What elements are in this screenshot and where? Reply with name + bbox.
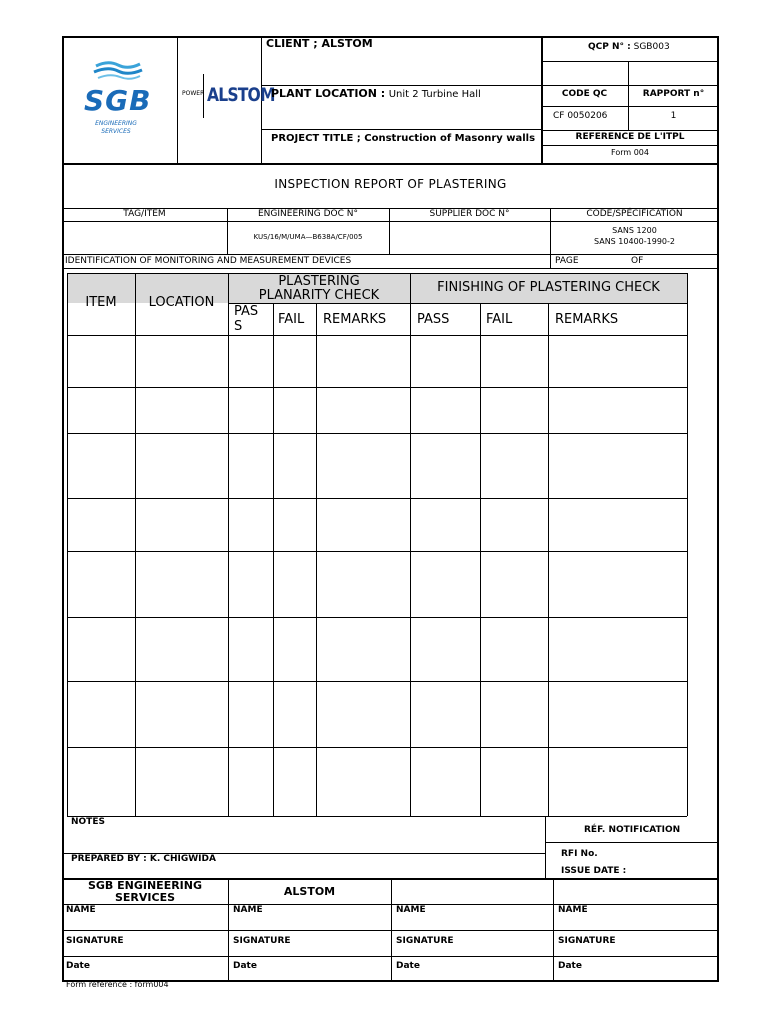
- reference-label: REFERENCE DE L'ITPL: [575, 132, 685, 142]
- col-location: LOCATION: [148, 295, 215, 310]
- code-spec-label: CODE/SPÉCIFICATION: [586, 209, 683, 219]
- col-pass-split2: S: [234, 319, 243, 334]
- reference-value: Form 004: [611, 148, 649, 157]
- name-label-1: NAME: [66, 905, 96, 915]
- code-spec-value2: SANS 10400-1990-2: [594, 237, 675, 246]
- ref-notification: RÉF. NOTIFICATION: [584, 825, 681, 835]
- col-remarks: REMARKS: [323, 312, 387, 327]
- col-pass-split1: PAS: [234, 304, 259, 319]
- supplier-doc-label: SUPPLIER DOC N°: [429, 209, 510, 219]
- sgb-logo-sub1: ENGINEERING: [95, 120, 137, 127]
- col-planarity-line2: PLANARITY CHECK: [258, 288, 380, 303]
- qcp-field: [588, 43, 670, 53]
- plant-location: [271, 88, 481, 100]
- col-fail: FAIL: [278, 312, 305, 327]
- page-label: PAGE: [555, 256, 579, 266]
- notes-label: NOTES: [71, 817, 105, 827]
- name-label-3: NAME: [396, 905, 426, 915]
- name-label-4: NAME: [558, 905, 588, 915]
- eng-doc-value: KUS/16/M/UMA—B638A/CF/005: [253, 233, 363, 241]
- alstom-power-text: POWER: [182, 90, 205, 97]
- date-label-4: Date: [558, 961, 582, 971]
- of-label: OF: [631, 256, 644, 266]
- sgb-logo-text: SGB: [84, 84, 152, 117]
- name-label-2: NAME: [233, 905, 263, 915]
- code-qc-value: CF 0050206: [553, 111, 608, 121]
- report-title: INSPECTION REPORT OF PLASTERING: [274, 177, 507, 191]
- sgb-line2: SERVICES: [114, 891, 176, 904]
- date-label-3: Date: [396, 961, 420, 971]
- issue-date: ISSUE DATE :: [561, 866, 627, 876]
- col-finishing: FINISHING OF PLASTERING CHECK: [437, 280, 660, 295]
- tag-item-label: TAG/ITEM: [123, 209, 166, 219]
- plant-location-label: PLANT LOCATION :: [271, 87, 386, 100]
- signature-label-3: SIGNATURE: [396, 936, 454, 946]
- signature-label-1: SIGNATURE: [66, 936, 124, 946]
- qcp-value: SGB003: [633, 42, 670, 52]
- rfi-no: RFI No.: [561, 849, 598, 859]
- col-item: ITEM: [85, 295, 117, 310]
- rapport-label: RAPPORT n°: [642, 89, 705, 99]
- project-title: PROJECT TITLE ; Construction of Masonry walls: [271, 133, 536, 144]
- form-reference: Form reference : form004: [66, 980, 169, 989]
- col-remarks2: REMARKS: [555, 312, 619, 327]
- client-label: CLIENT ; ALSTOM: [266, 37, 373, 50]
- alstom-logo-text: ALSTOM: [207, 84, 275, 106]
- signature-label-4: SIGNATURE: [558, 936, 616, 946]
- col-pass: PASS: [417, 312, 450, 327]
- code-qc-label: CODE QC: [561, 89, 608, 99]
- monitoring-label: IDENTIFICATION OF MONITORING AND MEASUREMENT DEVICES: [65, 256, 352, 266]
- rapport-value: 1: [670, 111, 677, 121]
- prepared-by: PREPARED BY : K. CHIGWIDA: [71, 854, 216, 864]
- col-planarity-line1: PLASTERING: [278, 274, 360, 289]
- date-label-2: Date: [233, 961, 257, 971]
- col-fail2: FAIL: [486, 312, 513, 327]
- alstom-label: ALSTOM: [283, 885, 336, 898]
- plant-location-value: Unit 2 Turbine Hall: [388, 89, 481, 100]
- sgb-line1: SGB ENGINEERING: [87, 879, 203, 892]
- eng-doc-label: ENGINEERING DOC N°: [257, 209, 359, 219]
- sgb-logo-sub2: SERVICES: [101, 128, 131, 135]
- sgb-logo-waves-icon: [92, 58, 144, 82]
- signature-label-2: SIGNATURE: [233, 936, 291, 946]
- qcp-label: QCP N° :: [588, 42, 631, 52]
- date-label-1: Date: [66, 961, 90, 971]
- code-spec-value1: SANS 1200: [612, 226, 657, 235]
